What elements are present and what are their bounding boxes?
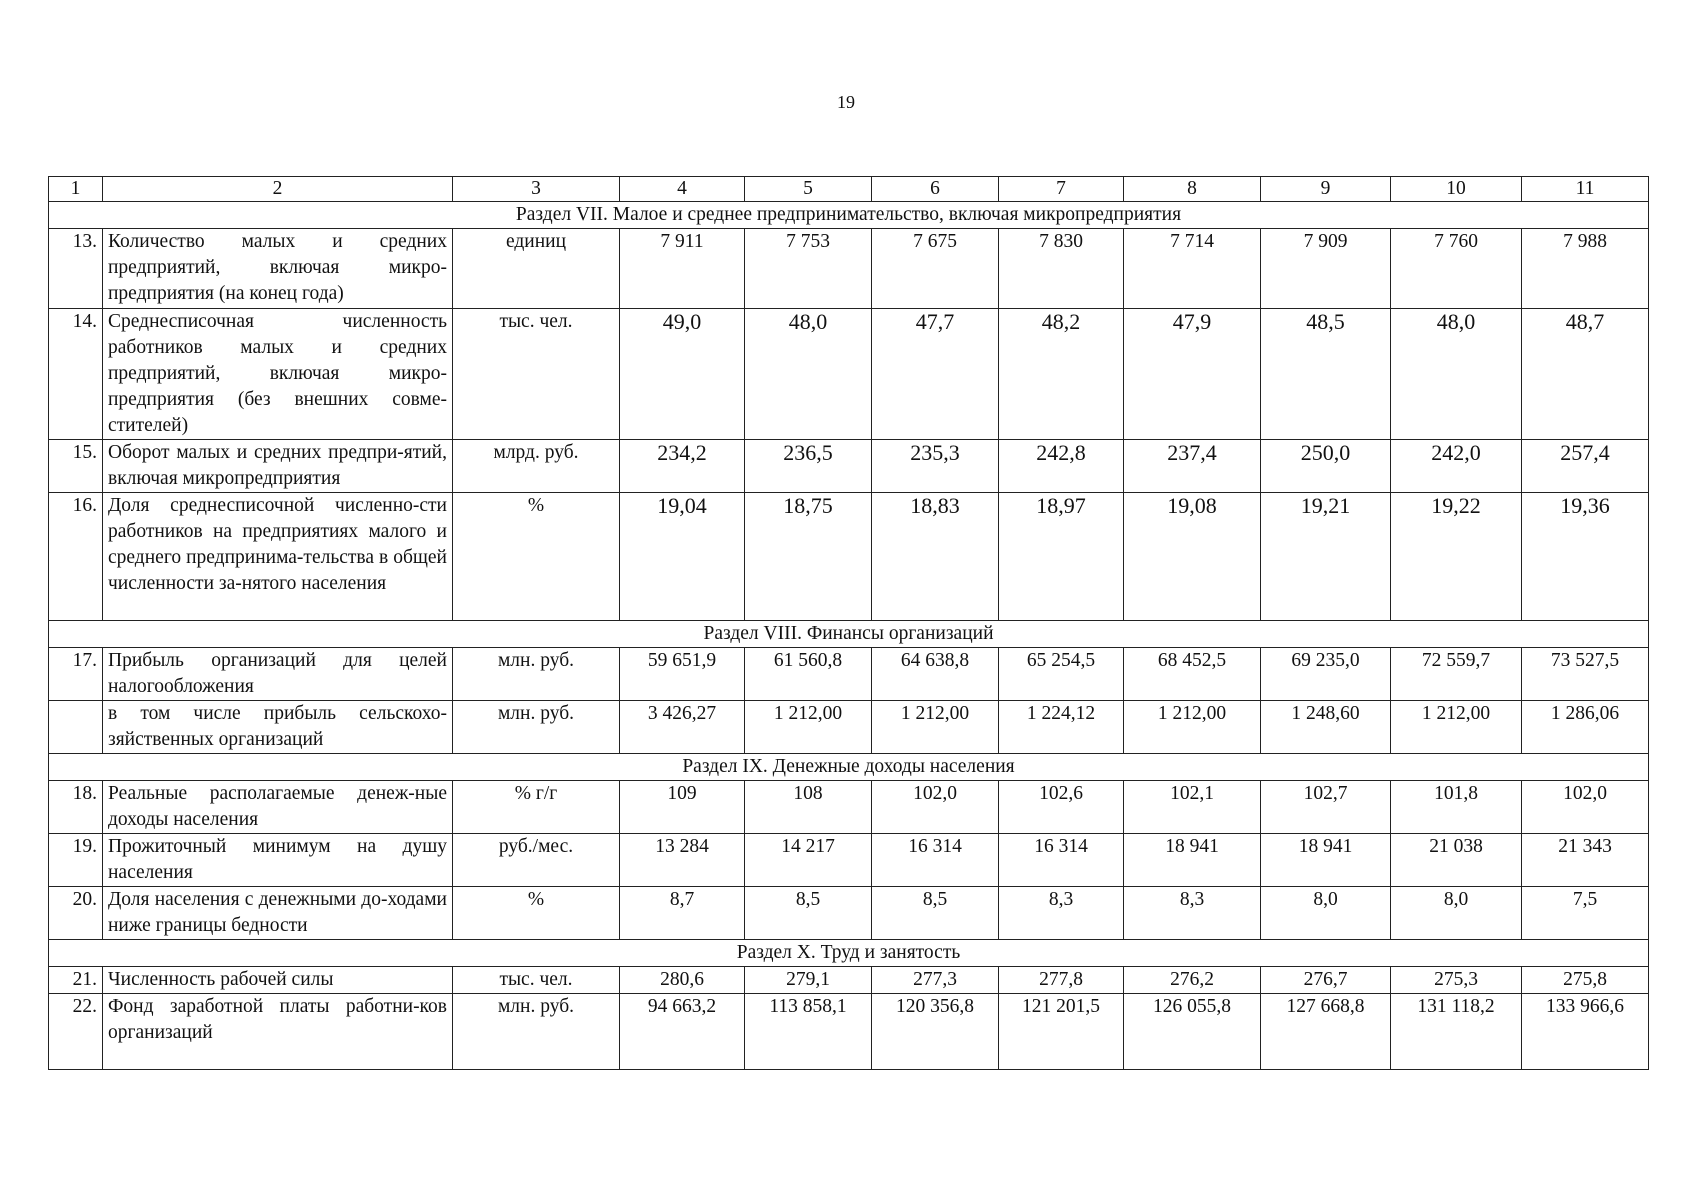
value-cell: 126 055,8 xyxy=(1124,994,1261,1070)
row-number: 18. xyxy=(49,781,103,834)
value-cell: 101,8 xyxy=(1391,781,1522,834)
indicator-name: Реальные располагаемые денеж-ные доходы населения xyxy=(103,781,453,834)
value-cell: 7 714 xyxy=(1124,229,1261,309)
value-cell: 73 527,5 xyxy=(1522,648,1649,701)
indicator-name: в том числе прибыль сельскохо-зяйственных организаций xyxy=(103,701,453,754)
table-row xyxy=(49,229,1649,309)
unit-cell: % xyxy=(453,887,620,940)
table-row xyxy=(49,701,1649,754)
value-cell: 16 314 xyxy=(999,834,1124,887)
value-cell: 237,4 xyxy=(1124,440,1261,493)
section-title: Раздел IX. Денежные доходы населения xyxy=(49,754,1649,781)
unit-cell: млн. руб. xyxy=(453,648,620,701)
value-cell: 242,8 xyxy=(999,440,1124,493)
value-cell: 121 201,5 xyxy=(999,994,1124,1070)
value-cell: 109 xyxy=(620,781,745,834)
value-cell: 120 356,8 xyxy=(872,994,999,1070)
value-cell: 68 452,5 xyxy=(1124,648,1261,701)
value-cell: 113 858,1 xyxy=(745,994,872,1070)
value-cell: 16 314 xyxy=(872,834,999,887)
value-cell: 18,75 xyxy=(745,493,872,621)
value-cell: 102,7 xyxy=(1261,781,1391,834)
value-cell: 275,3 xyxy=(1391,967,1522,994)
value-cell: 279,1 xyxy=(745,967,872,994)
value-cell: 7 909 xyxy=(1261,229,1391,309)
value-cell: 102,0 xyxy=(1522,781,1649,834)
indicator-name: Доля среднесписочной численно-сти работников на предприятиях малого и среднего предпринима-тельства в общей численности за-нятого населения xyxy=(103,493,453,621)
table-row xyxy=(49,834,1649,887)
value-cell: 19,08 xyxy=(1124,493,1261,621)
value-cell: 69 235,0 xyxy=(1261,648,1391,701)
row-number: 19. xyxy=(49,834,103,887)
table-row xyxy=(49,781,1649,834)
column-number: 3 xyxy=(453,177,620,202)
value-cell: 48,7 xyxy=(1522,309,1649,440)
unit-cell: млн. руб. xyxy=(453,994,620,1070)
value-cell: 1 212,00 xyxy=(1124,701,1261,754)
value-cell: 3 426,27 xyxy=(620,701,745,754)
value-cell: 8,7 xyxy=(620,887,745,940)
value-cell: 7 830 xyxy=(999,229,1124,309)
value-cell: 18,83 xyxy=(872,493,999,621)
value-cell: 8,5 xyxy=(745,887,872,940)
section-title: Раздел VIII. Финансы организаций xyxy=(49,621,1649,648)
value-cell: 1 224,12 xyxy=(999,701,1124,754)
value-cell: 250,0 xyxy=(1261,440,1391,493)
column-number: 10 xyxy=(1391,177,1522,202)
value-cell: 277,3 xyxy=(872,967,999,994)
value-cell: 108 xyxy=(745,781,872,834)
value-cell: 7 675 xyxy=(872,229,999,309)
value-cell: 18 941 xyxy=(1124,834,1261,887)
value-cell: 65 254,5 xyxy=(999,648,1124,701)
value-cell: 21 343 xyxy=(1522,834,1649,887)
value-cell: 276,7 xyxy=(1261,967,1391,994)
table-body xyxy=(49,177,1649,1070)
value-cell: 280,6 xyxy=(620,967,745,994)
value-cell: 47,9 xyxy=(1124,309,1261,440)
value-cell: 7 760 xyxy=(1391,229,1522,309)
value-cell: 131 118,2 xyxy=(1391,994,1522,1070)
value-cell: 19,22 xyxy=(1391,493,1522,621)
statistics-table xyxy=(48,176,1649,1070)
value-cell: 234,2 xyxy=(620,440,745,493)
value-cell: 1 212,00 xyxy=(872,701,999,754)
value-cell: 94 663,2 xyxy=(620,994,745,1070)
value-cell: 47,7 xyxy=(872,309,999,440)
value-cell: 64 638,8 xyxy=(872,648,999,701)
section-title: Раздел X. Труд и занятость xyxy=(49,940,1649,967)
table-row xyxy=(49,967,1649,994)
indicator-name: Оборот малых и средних предпри-ятий, включая микропредприятия xyxy=(103,440,453,493)
value-cell: 48,5 xyxy=(1261,309,1391,440)
section-title: Раздел VII. Малое и среднее предпринимательство, включая микропредприятия xyxy=(49,202,1649,229)
section-header-row xyxy=(49,940,1649,967)
section-header-row xyxy=(49,202,1649,229)
row-number: 20. xyxy=(49,887,103,940)
value-cell: 257,4 xyxy=(1522,440,1649,493)
value-cell: 7 988 xyxy=(1522,229,1649,309)
unit-cell: единиц xyxy=(453,229,620,309)
value-cell: 1 286,06 xyxy=(1522,701,1649,754)
row-number: 15. xyxy=(49,440,103,493)
indicator-name: Количество малых и средних предприятий, включая микро-предприятия (на конец года) xyxy=(103,229,453,309)
column-number: 7 xyxy=(999,177,1124,202)
unit-cell: % xyxy=(453,493,620,621)
unit-cell: руб./мес. xyxy=(453,834,620,887)
indicator-name: Прожиточный минимум на душу населения xyxy=(103,834,453,887)
value-cell: 1 212,00 xyxy=(745,701,872,754)
value-cell: 19,36 xyxy=(1522,493,1649,621)
table-row xyxy=(49,493,1649,621)
column-number: 5 xyxy=(745,177,872,202)
indicator-name: Фонд заработной платы работни-ков организаций xyxy=(103,994,453,1070)
value-cell: 236,5 xyxy=(745,440,872,493)
value-cell: 61 560,8 xyxy=(745,648,872,701)
value-cell: 276,2 xyxy=(1124,967,1261,994)
value-cell: 242,0 xyxy=(1391,440,1522,493)
value-cell: 277,8 xyxy=(999,967,1124,994)
indicator-name: Численность рабочей силы xyxy=(103,967,453,994)
value-cell: 72 559,7 xyxy=(1391,648,1522,701)
value-cell: 18 941 xyxy=(1261,834,1391,887)
value-cell: 275,8 xyxy=(1522,967,1649,994)
row-number: 14. xyxy=(49,309,103,440)
unit-cell: тыс. чел. xyxy=(453,967,620,994)
value-cell: 8,0 xyxy=(1261,887,1391,940)
value-cell: 133 966,6 xyxy=(1522,994,1649,1070)
column-number: 8 xyxy=(1124,177,1261,202)
value-cell: 18,97 xyxy=(999,493,1124,621)
value-cell: 7 753 xyxy=(745,229,872,309)
value-cell: 127 668,8 xyxy=(1261,994,1391,1070)
column-number: 1 xyxy=(49,177,103,202)
column-number: 2 xyxy=(103,177,453,202)
unit-cell: % г/г xyxy=(453,781,620,834)
value-cell: 59 651,9 xyxy=(620,648,745,701)
table-row xyxy=(49,887,1649,940)
value-cell: 8,0 xyxy=(1391,887,1522,940)
row-number: 16. xyxy=(49,493,103,621)
row-number: 17. xyxy=(49,648,103,701)
value-cell: 48,0 xyxy=(745,309,872,440)
indicator-name: Доля населения с денежными до-ходами ниже границы бедности xyxy=(103,887,453,940)
value-cell: 102,0 xyxy=(872,781,999,834)
value-cell: 19,21 xyxy=(1261,493,1391,621)
value-cell: 102,6 xyxy=(999,781,1124,834)
row-number xyxy=(49,701,103,754)
table-row xyxy=(49,440,1649,493)
column-number: 6 xyxy=(872,177,999,202)
table-row xyxy=(49,648,1649,701)
value-cell: 8,5 xyxy=(872,887,999,940)
unit-cell: млрд. руб. xyxy=(453,440,620,493)
value-cell: 7,5 xyxy=(1522,887,1649,940)
indicator-name: Прибыль организаций для целей налогообложения xyxy=(103,648,453,701)
row-number: 13. xyxy=(49,229,103,309)
value-cell: 8,3 xyxy=(1124,887,1261,940)
value-cell: 48,0 xyxy=(1391,309,1522,440)
column-numbers-row xyxy=(49,177,1649,202)
value-cell: 102,1 xyxy=(1124,781,1261,834)
value-cell: 19,04 xyxy=(620,493,745,621)
value-cell: 8,3 xyxy=(999,887,1124,940)
row-number: 21. xyxy=(49,967,103,994)
value-cell: 21 038 xyxy=(1391,834,1522,887)
section-header-row xyxy=(49,754,1649,781)
value-cell: 14 217 xyxy=(745,834,872,887)
value-cell: 235,3 xyxy=(872,440,999,493)
section-header-row xyxy=(49,621,1649,648)
value-cell: 49,0 xyxy=(620,309,745,440)
table-row xyxy=(49,994,1649,1070)
column-number: 4 xyxy=(620,177,745,202)
value-cell: 13 284 xyxy=(620,834,745,887)
table-row xyxy=(49,309,1649,440)
column-number: 11 xyxy=(1522,177,1649,202)
value-cell: 7 911 xyxy=(620,229,745,309)
row-number: 22. xyxy=(49,994,103,1070)
value-cell: 48,2 xyxy=(999,309,1124,440)
value-cell: 1 212,00 xyxy=(1391,701,1522,754)
indicator-name: Среднесписочная численность работников малых и средних предприятий, включая микро-предприятия (без внешних совме-стителей) xyxy=(103,309,453,440)
value-cell: 1 248,60 xyxy=(1261,701,1391,754)
unit-cell: млн. руб. xyxy=(453,701,620,754)
column-number: 9 xyxy=(1261,177,1391,202)
unit-cell: тыс. чел. xyxy=(453,309,620,440)
page-number: 19 xyxy=(837,92,855,112)
